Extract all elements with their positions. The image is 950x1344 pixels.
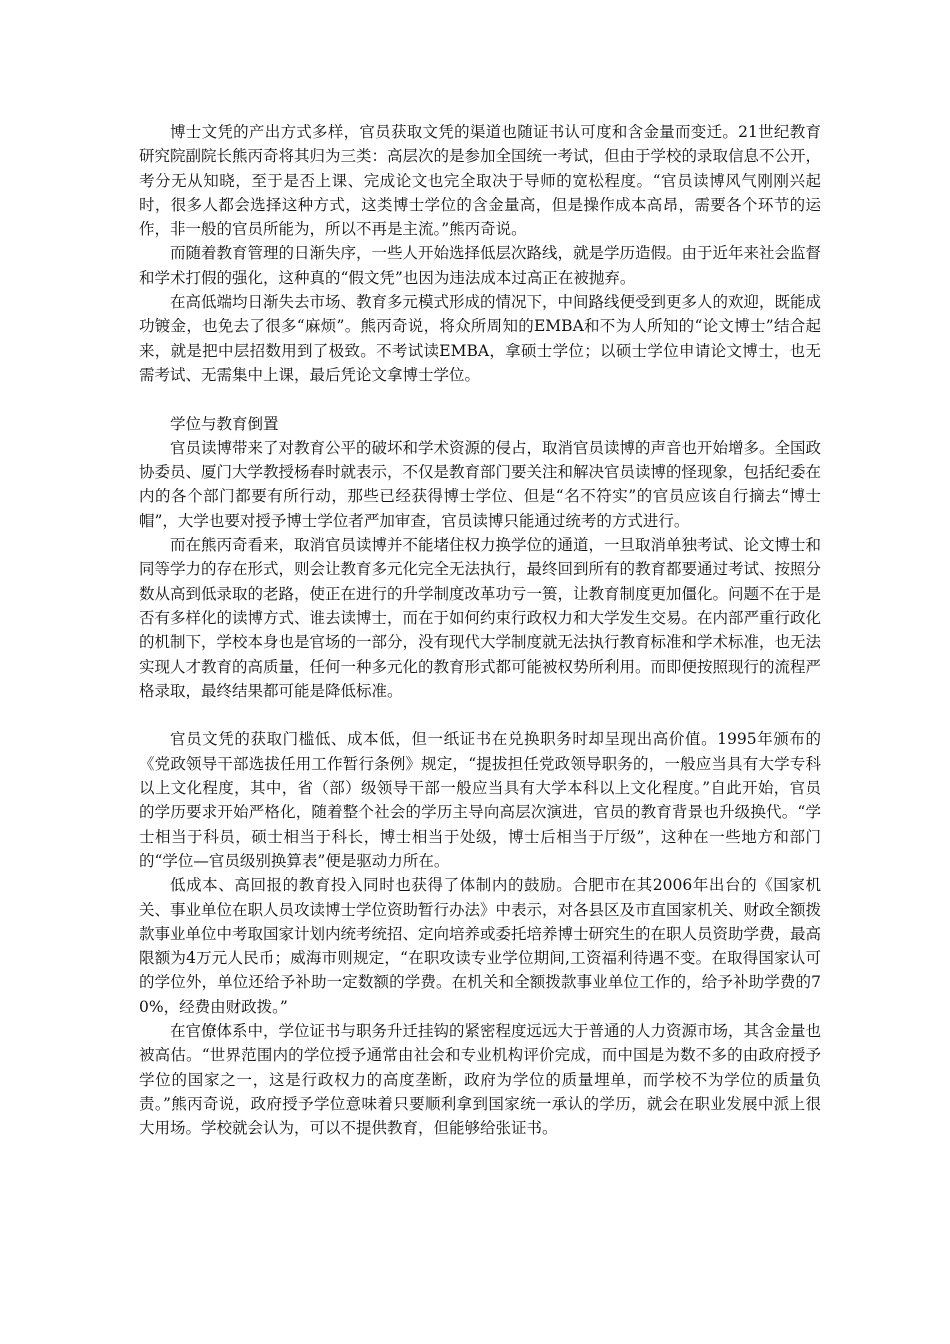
- blank-line: [139, 703, 821, 727]
- section-heading: 学位与教育倒置: [170, 414, 279, 433]
- paragraph: 而在熊丙奇看来，取消官员读博并不能堵住权力换学位的通道，一旦取消单独考试、论文博士和同等学力的存在形式，则会让教育多元化完全无法执行，最终回到所有的教育都要通过考试、按照分数从高到低录取的老路，使正在进行的升学制度改革功亏一篑，让教育制度更加僵化。问题不在于是否有多样化的读博方式、谁去读博士，而在于如何约束行政权力和大学发生交易。在内部严重行政化的机制下，学校本身也是官场的一部分，没有现代大学制度就无法执行教育标准和学术标准，也无法实现人才教育的高质量，任何一种多元化的教育形式都可能被权势所利用。而即便按照现行的流程严格录取，最终结果都可能是降低标准。: [139, 536, 822, 700]
- article-body: [139, 120, 821, 1140]
- paragraph: 而随着教育管理的日渐失序，一些人开始选择低层次路线，就是学历造假。由于近年来社会监督和学术打假的强化，这种真的“假文凭”也因为违法成本过高正在被抛弃。: [139, 244, 822, 287]
- blank-line: [139, 387, 821, 411]
- paragraph: 官员文凭的获取门槛低、成本低，但一纸证书在兑换职务时却呈现出高价值。1995年颁布的《党政领导干部选拔任用工作暂行条例》规定，“提拔担任党政领导职务的，一般应当具有大学专科以上文化程度，其中，省（部）级领导干部一般应当具有大学本科以上文化程度。”自此开始，官员的学历要求开始严格化，随着整个社会的学历主导向高层次演进，官员的教育背景也升级换代。“学士相当于科员，硕士相当于科长，博士相当于处级，博士后相当于厅级”，这种在一些地方和部门的“学位—官员级别换算表”便是驱动力所在。: [139, 730, 821, 870]
- paragraph: 低成本、高回报的教育投入同时也获得了体制内的鼓励。合肥市在其2006年出台的《国家机关、事业单位在职人员攻读博士学位资助暂行办法》中表示，对各县区及市直国家机关、财政全额拨款事业单位中考取国家计划内统考统招、定向培养或委托培养博士研究生的在职人员资助学费，最高限额为4万元人民币；威海市则规定，“在职攻读专业学位期间,工资福利待遇不变。在取得国家认可的学位外，单位还给予补助一定数额的学费。在机关和全额拨款事业单位工作的，给予补助学费的70%，经费由财政拨。”: [139, 876, 822, 1016]
- paragraph: 在官僚体系中，学位证书与职务升迁挂钩的紧密程度远远大于普通的人力资源市场，其含金量也被高估。“世界范围内的学位授予通常由社会和专业机构评价完成，而中国是为数不多的由政府授予学位的国家之一，这是行政权力的高度垄断，政府为学位的质量埋单，而学校不为学位的质量负责。”熊丙奇说，政府授予学位意味着只要顺利拿到国家统一承认的学历，就会在职业发展中派上很大用场。学校就会认为，可以不提供教育，但能够给张证书。: [139, 1021, 822, 1138]
- paragraph: 在高低端均日渐失去市场、教育多元模式形成的情况下，中间路线便受到更多人的欢迎，既能成功镀金，也免去了很多“麻烦”。熊丙奇说，将众所周知的EMBA和不为人所知的“论文博士”结合起来，就是把中层招数用到了极致。不考试读EMBA，拿硕士学位；以硕士学位申请论文博士，也无需考试、无需集中上课，最后凭论文拿博士学位。: [139, 293, 822, 384]
- paragraph: 博士文凭的产出方式多样，官员获取文凭的渠道也随证书认可度和含金量而变迁。21世纪教育研究院副院长熊丙奇将其归为三类：高层次的是参加全国统一考试，但由于学校的录取信息不公开，考分无从知晓，至于是否上课、完成论文也完全取决于导师的宽松程度。“官员读博风气刚刚兴起时，很多人都会选择这种方式，这类博士学位的含金量高，但是操作成本高昂，需要各个环节的运作，非一般的官员所能为，所以不再是主流。”熊丙奇说。: [139, 123, 822, 239]
- paragraph: 官员读博带来了对教育公平的破坏和学术资源的侵占，取消官员读博的声音也开始增多。全国政协委员、厦门大学教授杨春时就表示，不仅是教育部门要关注和解决官员读博的怪现象，包括纪委在内的各个部门都要有所行动，那些已经获得博士学位、但是“名不符实”的官员应该自行摘去“博士帽”，大学也要对授予博士学位者严加审查，官员读博只能通过统考的方式进行。: [139, 438, 822, 530]
